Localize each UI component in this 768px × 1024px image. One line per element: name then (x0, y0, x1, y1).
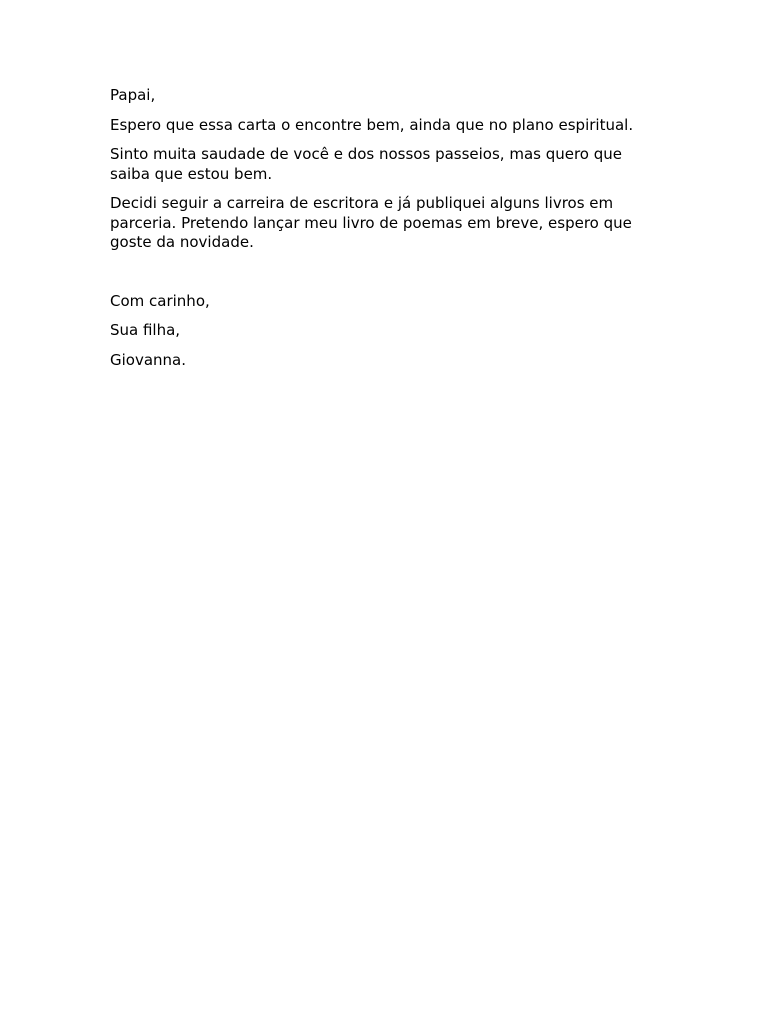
signature-line: Sua filha, (110, 321, 181, 339)
salutation: Papai, (110, 86, 156, 104)
letter-body (110, 86, 658, 380)
blank-line (110, 263, 658, 292)
paragraph-3: Decidi seguir a carreira de escritora e já publiquei alguns livros em parceria. Pretendo lançar meu livro de poemas em breve, espero que goste da novidade. (110, 194, 632, 251)
paragraph-1: Espero que essa carta o encontre bem, ainda que no plano espiritual. (110, 115, 634, 134)
signature-name: Giovanna. (110, 350, 187, 369)
paragraph-2: Sinto muita saudade de você e dos nossos passeios, mas quero que saiba que estou bem. (110, 145, 623, 183)
closing: Com carinho, (110, 291, 210, 310)
